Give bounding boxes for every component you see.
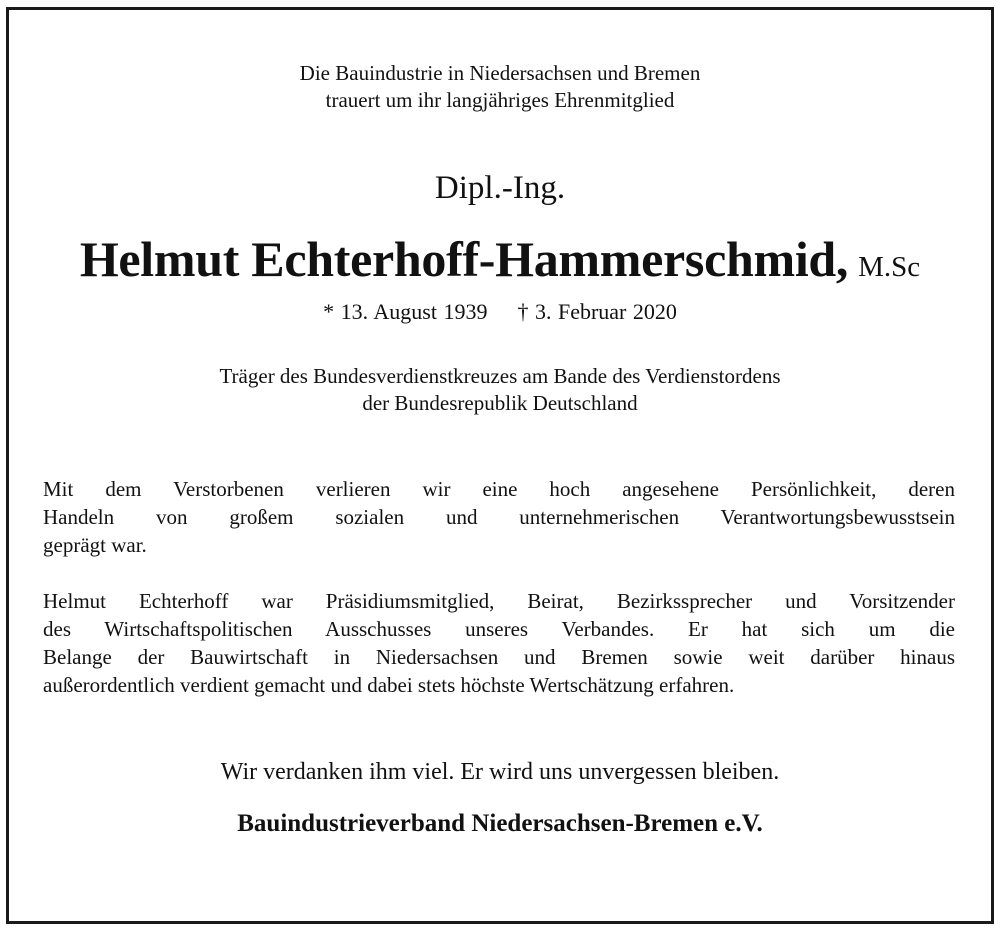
death-date: † 3. Februar 2020 — [517, 299, 677, 324]
paragraph-career — [43, 587, 955, 699]
life-dates — [0, 298, 1000, 326]
deceased-name: Helmut Echterhoff-Hammerschmid, — [79, 231, 849, 287]
intro-line-1: Die Bauindustrie in Niedersachsen und Bremen — [299, 61, 701, 85]
paragraph-tribute — [43, 475, 955, 559]
honor-text — [0, 363, 1000, 417]
closing-sentence: Wir verdanken ihm viel. Er wird uns unvergessen bleiben. — [220, 759, 780, 785]
paragraph-line: geprägt war. — [43, 533, 147, 557]
paragraph-line: Belange der Bauwirtschaft in Niedersachsen und Bremen sowie weit darüber hinaus — [43, 645, 955, 669]
paragraph-line: außerordentlich verdient gemacht und dabei stets höchste Wertschätzung erfahren. — [43, 673, 735, 697]
birth-date: * 13. August 1939 — [323, 299, 488, 324]
honor-line-1: Träger des Bundesverdienstkreuzes am Bande des Verdienstordens — [219, 364, 781, 388]
honor-line-2: der Bundesrepublik Deutschland — [362, 391, 638, 415]
academic-title: Dipl.-Ing. — [434, 170, 566, 206]
signature-organization: Bauindustrieverband Niedersachsen-Bremen e.V. — [237, 810, 763, 837]
paragraph-line: Helmut Echterhoff war Präsidiumsmitglied, Beirat, Bezirkssprecher und Vorsitzender — [43, 589, 955, 613]
name-suffix: M.Sc — [858, 251, 921, 283]
intro-text — [0, 60, 1000, 114]
paragraph-line: Handeln von großem sozialen und unternehmerischen Verantwortungsbewusstsein — [43, 505, 955, 529]
paragraph-line: Mit dem Verstorbenen verlieren wir eine hoch angesehene Persönlichkeit, deren — [43, 477, 955, 501]
paragraph-line: des Wirtschaftspolitischen Ausschusses unseres Verbandes. Er hat sich um die — [43, 617, 955, 641]
deceased-name-line — [0, 228, 1000, 303]
intro-line-2: trauert um ihr langjähriges Ehrenmitglied — [325, 88, 675, 112]
